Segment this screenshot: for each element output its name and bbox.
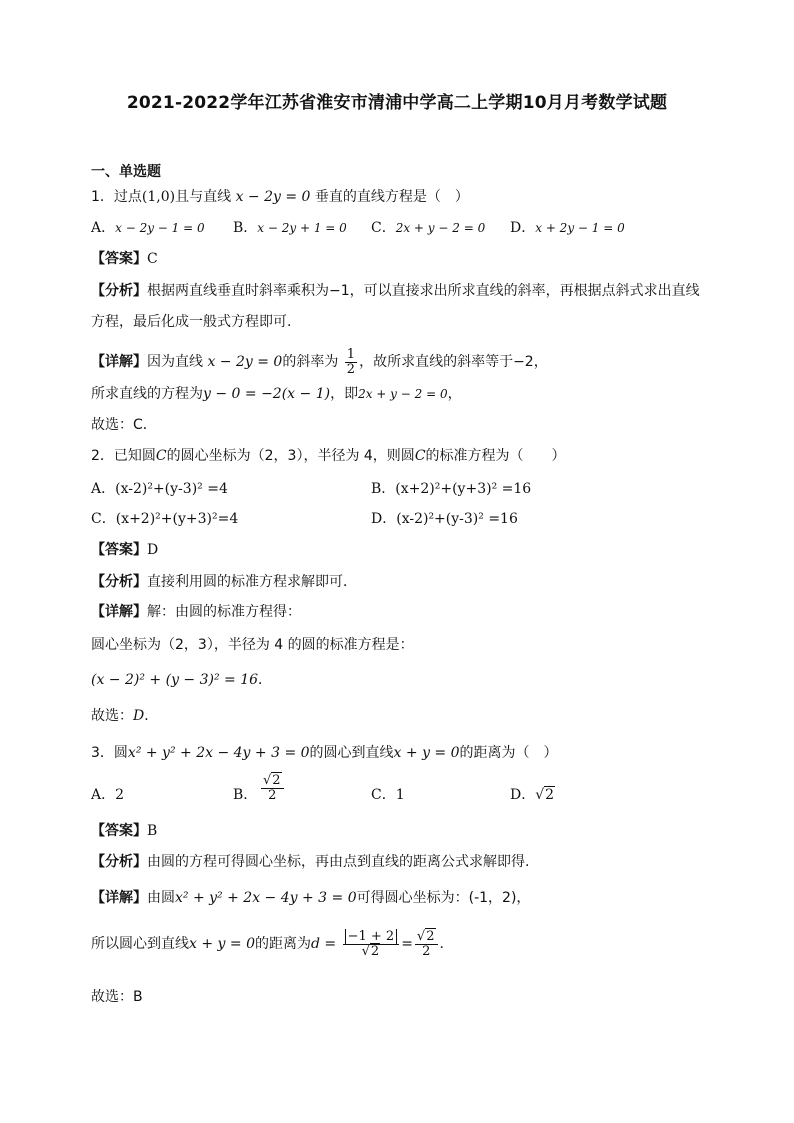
q2-answer: 【答案】D [91,542,159,558]
q2-options-row-1 [91,480,711,500]
q3-distance-fraction: $\frac{-1 + 2}{√2}$ [343,930,400,958]
q1-answer-value: C [147,251,158,267]
q2-conclusion: 故选：D． [91,708,159,724]
q2-option-d: D．(x-2)²+(y-3)² =16 [371,511,518,527]
question-1 [91,188,469,206]
q1-line-equation: x − 2y = 0 [235,189,311,205]
q2-detail-equation: (x − 2)² + (y − 3)² = 16． [91,672,273,688]
q3-option-a: A．2 [91,787,125,803]
question-2: 2．已知圆C的圆心坐标为（2，3），半径为 4，则圆C的标准方程为（ ） [91,448,566,464]
q3-detail: 【详解】由圆x² + y² + 2x − 4y + 3 = 0可得圆心坐标为：(-1，2)， [91,890,531,906]
answer-label: 【答案】 [91,251,147,267]
q2-analysis: 【分析】直接利用圆的标准方程求解即可． [91,574,357,590]
q2-detail: 【详解】解：由圆的标准方程得： [91,604,301,620]
q2-option-c: C．(x+2)²+(y+3)²=4 [91,511,239,527]
q3-answer: 【答案】B [91,823,158,839]
q1-point: (1,0) [141,189,176,205]
q3-distance-result: $\frac{√2}{2}$ [415,930,438,958]
q1-slope-fraction: $\frac{1}{2}$ [346,347,356,377]
q2-detail-line-1: 圆心坐标为（2，3），半径为 4 的圆的标准方程是： [91,637,414,653]
q3-option-b-fraction: $\frac{√2}{2}$ [259,774,286,802]
q1-option-a: A．x − 2y − 1 = 0 [91,220,205,236]
q3-option-b: B． [233,787,258,803]
q2-options-row-2 [91,510,711,530]
q1-mid: 且与直线 [175,189,232,205]
q3-option-c: C．1 [371,787,405,803]
q2-option-b: B．(x+2)²+(y+3)² =16 [371,481,532,497]
q3-distance: 所以圆心到直线x + y = 0的距离为d = $\frac{-1 + 2}{√2}$ = $\frac{√2}{2}$ . [91,929,444,959]
q1-detail: 【详解】因为直线 x − 2y = 0的斜率为 $\frac{1}{2}$ ，故所求直线的斜率等于−2， [91,347,548,377]
q3-analysis: 【分析】由圆的方程可得圆心坐标，再由点到直线的距离公式求解即得. [91,854,530,870]
analysis-label: 【分析】 [91,283,147,299]
q1-conclusion: 故选：C． [91,417,157,433]
q1-analysis-continued: 方程，最后化成一般式方程即可. [91,314,292,330]
q1-analysis-text: 根据两直线垂直时斜率乘积为−1，可以直接求出所求直线的斜率，再根据点斜式求出直线 [147,283,700,299]
q1-option-c: C．2x + y − 2 = 0 [371,220,486,236]
page-title: 2021-2022学年江苏省淮安市清浦中学高二上学期10月月考数学试题 [126,93,668,113]
q2-answer-value: D [147,542,159,558]
q1-suffix: 垂直的直线方程是（ ） [314,189,469,205]
q1-option-d: D．x + 2y − 1 = 0 [510,220,625,236]
q1-detail-equation: 所求直线的方程为y − 0 = −2(x − 1)，即2x + y − 2 = 0， [91,386,462,402]
q3-conclusion: 故选：B [91,989,143,1005]
q1-options [91,219,711,239]
q1-prefix: 1．过点 [91,189,142,205]
section-heading: 一、单选题 [91,164,161,180]
detail-label: 【详解】 [91,354,147,371]
q3-option-d: D．√2 [510,787,555,803]
q3-options [91,774,711,814]
q1-analysis [91,282,700,300]
q1-option-b: B．x − 2y + 1 = 0 [233,220,347,236]
question-3: 3．圆x² + y² + 2x − 4y + 3 = 0的圆心到直线x + y = 0的距离为（ ） [91,745,558,761]
q2-option-a: A．(x-2)²+(y-3)² =4 [91,481,228,497]
q3-answer-value: B [147,823,158,839]
q1-answer [91,250,158,268]
